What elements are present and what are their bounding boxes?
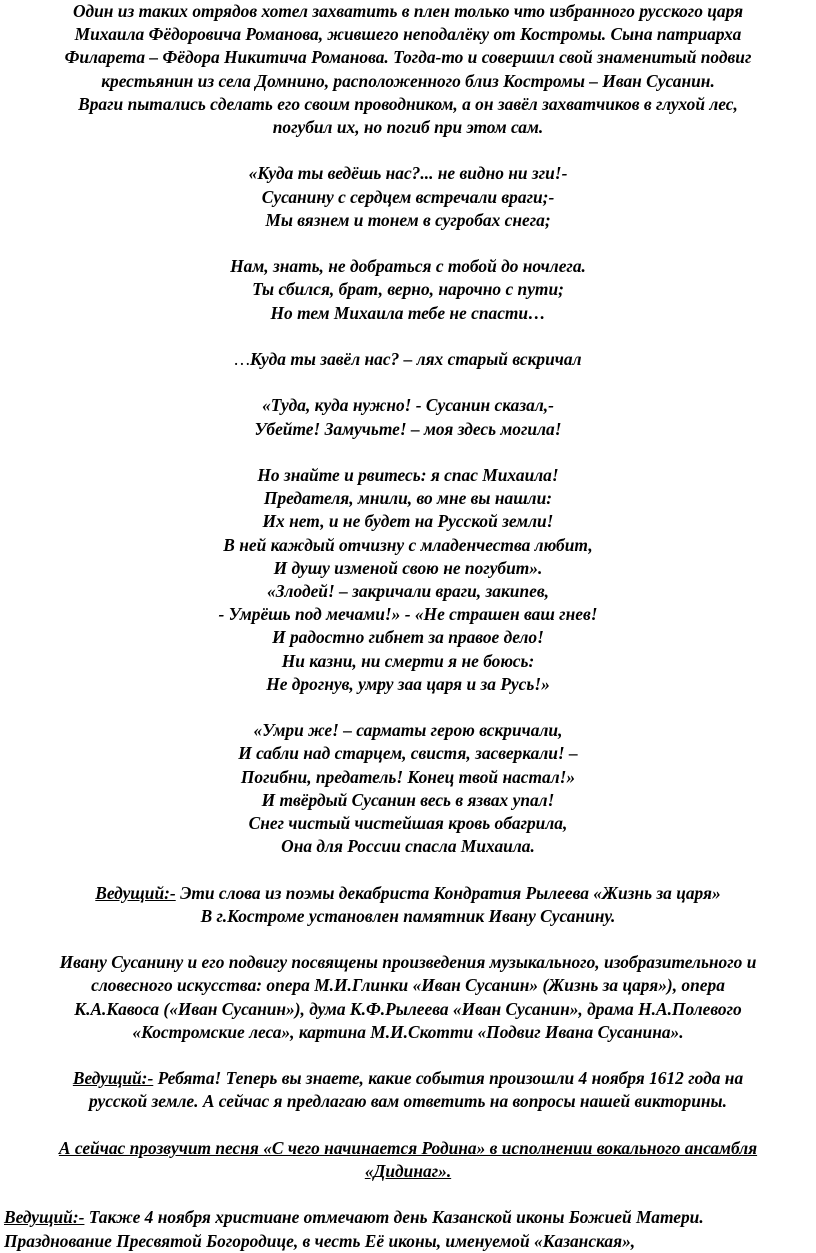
song-announcement bbox=[4, 1137, 812, 1183]
works-line: К.А.Кавоса («Иван Сусанин»), дума К.Ф.Рылеева «Иван Сусанин», драма Н.А.Полевого bbox=[74, 998, 742, 1019]
host-label: Ведущий:- bbox=[95, 882, 176, 903]
poem-line: Их нет, и не будет на Русской земли! bbox=[262, 511, 554, 532]
host-line bbox=[4, 1206, 812, 1229]
host-text: Ребята! Теперь вы знаете, какие события произошли 4 ноября 1612 года на bbox=[153, 1068, 744, 1089]
poem-line: И сабли над старцем, свистя, засверкали! – bbox=[238, 743, 578, 764]
document-page bbox=[4, 0, 812, 1253]
intro-line: Враги пытались сделать его своим проводником, а он завёл захватчиков в глухой лес, bbox=[78, 93, 738, 114]
host-line: Празднование Пресвятой Богородице, в честь Её иконы, именуемой «Казанская», bbox=[4, 1230, 636, 1251]
poem-line: Снег чистый чистейшая кровь обагрила, bbox=[248, 813, 568, 834]
poem-line: Ни казни, ни смерти я не боюсь: bbox=[281, 650, 535, 671]
poem-line: «Туда, куда нужно! - Сусанин сказал,- bbox=[262, 395, 554, 416]
intro-line: Михаила Фёдоровича Романова, жившего неподалёку от Костромы. Сына патриарха bbox=[74, 24, 742, 45]
poem-line: Убейте! Замучьте! – моя здесь могила! bbox=[254, 418, 562, 439]
poem-line: Но тем Михаила тебе не спасти… bbox=[270, 302, 546, 323]
poem-line: «Умри же! – сарматы герою вскричали, bbox=[253, 720, 563, 741]
host-text: Эти слова из поэмы декабриста Кондратия Рылеева «Жизнь за царя» bbox=[175, 882, 721, 903]
host-paragraph-1 bbox=[4, 882, 812, 928]
intro-line: погубил их, но погиб при этом сам. bbox=[272, 117, 544, 138]
works-line: словесного искусства: опера М.И.Глинки «Иван Сусанин» (Жизнь за царя»), опера bbox=[91, 975, 725, 996]
poem-line: В ней каждый отчизну с младенчества любит, bbox=[223, 534, 593, 555]
poem-line: Предателя, мнили, во мне вы нашли: bbox=[263, 488, 553, 509]
poem-stanza-3 bbox=[4, 348, 812, 371]
poem-line: Не дрогнув, умру заа царя и за Русь!» bbox=[266, 673, 550, 694]
poem-stanza-1 bbox=[4, 162, 812, 232]
ellipsis-prefix: … bbox=[234, 349, 250, 369]
host-label: Ведущий:- bbox=[72, 1068, 154, 1089]
poem-line: Мы вязнем и тонем в сугробах снега; bbox=[265, 209, 551, 230]
poem-stanza-2 bbox=[4, 255, 812, 325]
poem-line: Ты сбился, брат, верно, нарочно с пути; bbox=[252, 279, 564, 300]
host-line bbox=[4, 1067, 812, 1090]
works-line: Ивану Сусанину и его подвигу посвящены произведения музыкального, изобразительного и bbox=[59, 952, 757, 973]
works-paragraph bbox=[4, 951, 812, 1044]
intro-paragraph bbox=[4, 0, 812, 139]
poem-stanza-5 bbox=[4, 464, 812, 696]
poem-stanza-6 bbox=[4, 719, 812, 858]
poem-line bbox=[4, 348, 812, 371]
intro-line: Один из таких отрядов хотел захватить в плен только что избранного русского царя bbox=[72, 1, 744, 21]
host-label: Ведущий:- bbox=[4, 1207, 85, 1228]
poem-line: «Куда ты ведёшь нас?... не видно ни зги!- bbox=[248, 163, 568, 184]
poem-line: - Умрёшь под мечами!» - «Не страшен ваш гнев! bbox=[218, 604, 598, 625]
intro-line: крестьянин из села Домнино, расположенного близ Костромы – Иван Сусанин. bbox=[101, 70, 715, 91]
poem-line-text: Куда ты завёл нас? – лях старый вскричал bbox=[249, 349, 582, 369]
host-line: русской земле. А сейчас я предлагаю вам ответить на вопросы нашей викторины. bbox=[89, 1091, 727, 1112]
intro-line: Филарета – Фёдора Никитича Романова. Тогда-то и совершил свой знаменитый подвиг bbox=[64, 47, 752, 68]
poem-line: Погибни, предатель! Конец твой настал!» bbox=[240, 766, 576, 787]
poem-line: И радостно гибнет за правое дело! bbox=[272, 627, 544, 648]
poem-line: Она для России спасла Михаила. bbox=[281, 836, 535, 857]
host-paragraph-3 bbox=[4, 1206, 812, 1252]
song-line: «Дидинаг». bbox=[364, 1161, 452, 1181]
works-line: «Костромские леса», картина М.И.Скотти «Подвиг Ивана Сусанина». bbox=[132, 1021, 684, 1042]
host-paragraph-2 bbox=[4, 1067, 812, 1113]
host-line bbox=[4, 882, 812, 905]
poem-line: «Злодей! – закричали враги, закипев, bbox=[267, 581, 549, 601]
poem-line: Сусанину с сердцем встречали враги;- bbox=[261, 186, 555, 207]
host-text: Также 4 ноября христиане отмечают день Казанской иконы Божией Матери. bbox=[84, 1207, 704, 1228]
poem-line: И душу изменой свою не погубит». bbox=[273, 557, 543, 578]
poem-line: И твёрдый Сусанин весь в язвах упал! bbox=[261, 789, 555, 810]
poem-line: Нам, знать, не добраться с тобой до ночлега. bbox=[230, 256, 586, 277]
song-line: А сейчас прозвучит песня «С чего начинается Родина» в исполнении вокального ансамбля bbox=[58, 1137, 758, 1158]
poem-line: Но знайте и рвитесь: я спас Михаила! bbox=[257, 464, 559, 485]
poem-stanza-4 bbox=[4, 394, 812, 440]
host-line: В г.Костроме установлен памятник Ивану Сусанину. bbox=[200, 905, 616, 926]
